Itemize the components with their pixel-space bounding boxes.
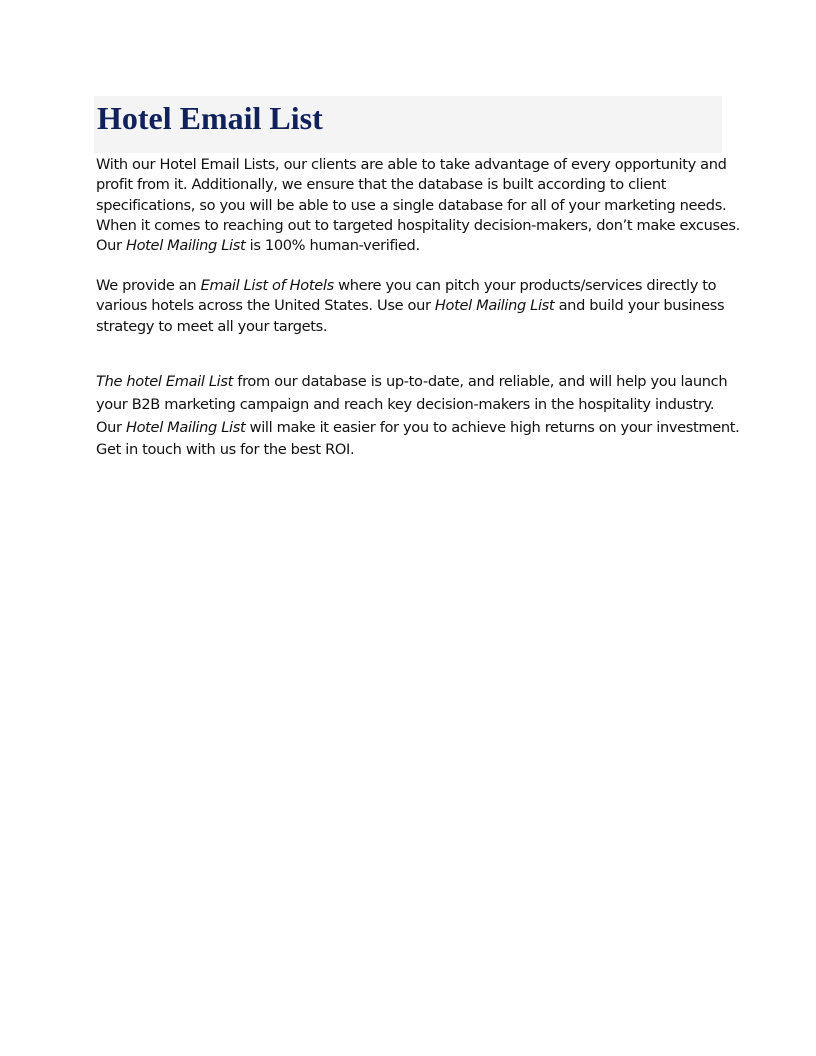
text-segment: specifications, so you will be able to use a single database for all of your marketing needs.: [96, 196, 727, 214]
paragraph-b2b-campaign: [96, 371, 740, 462]
text-segment: With our Hotel Email Lists, our clients are able to take advantage of every opportunity and: [96, 156, 727, 173]
text-segment: strategy to meet all your targets.: [96, 317, 328, 335]
text-line: [96, 175, 726, 195]
text-segment: where you can pitch your products/services directly to: [333, 277, 717, 294]
italic-text-segment: Hotel Mailing List: [125, 237, 246, 255]
italic-text-segment: Hotel Mailing List: [434, 297, 555, 315]
title-band: [94, 96, 722, 153]
italic-text-segment: Email List of Hotels: [200, 277, 334, 294]
text-segment: from our database is up-to-date, and reliable, and will help you launch: [233, 373, 728, 390]
text-segment: and build your business: [554, 297, 725, 315]
paragraph-email-list-of-hotels: [96, 276, 726, 337]
page-title: Hotel Email List: [97, 100, 323, 136]
text-segment: will make it easier for you to achieve high returns on your investment.: [245, 418, 740, 436]
text-line: [96, 317, 726, 337]
text-line: [96, 371, 726, 394]
italic-text-segment: Hotel Mailing List: [125, 418, 246, 436]
text-line: [96, 439, 726, 462]
text-segment: profit from it. Additionally, we ensure that the database is built according to client: [96, 176, 667, 194]
text-segment: We provide an: [96, 277, 201, 294]
text-segment: Get in touch with us for the best ROI.: [96, 441, 355, 459]
italic-text-segment: The hotel Email List: [96, 373, 233, 390]
text-line: [96, 276, 726, 296]
text-line: [96, 394, 726, 417]
paragraph-intro: [96, 155, 740, 256]
text-line: [96, 216, 740, 236]
text-line: [96, 417, 740, 440]
text-segment: Our: [96, 237, 126, 255]
text-segment: is 100% human-verified.: [245, 237, 420, 255]
text-line: [96, 155, 726, 175]
text-line: [96, 296, 726, 316]
text-segment: your B2B marketing campaign and reach key decision-makers in the hospitality industry.: [96, 395, 715, 413]
text-segment: When it comes to reaching out to targeted hospitality decision-makers, don’t make excuses.: [96, 216, 740, 234]
text-line: [96, 196, 726, 216]
text-line: [96, 236, 726, 256]
text-segment: Our: [96, 418, 126, 436]
text-segment: various hotels across the United States. Use our: [96, 297, 435, 315]
